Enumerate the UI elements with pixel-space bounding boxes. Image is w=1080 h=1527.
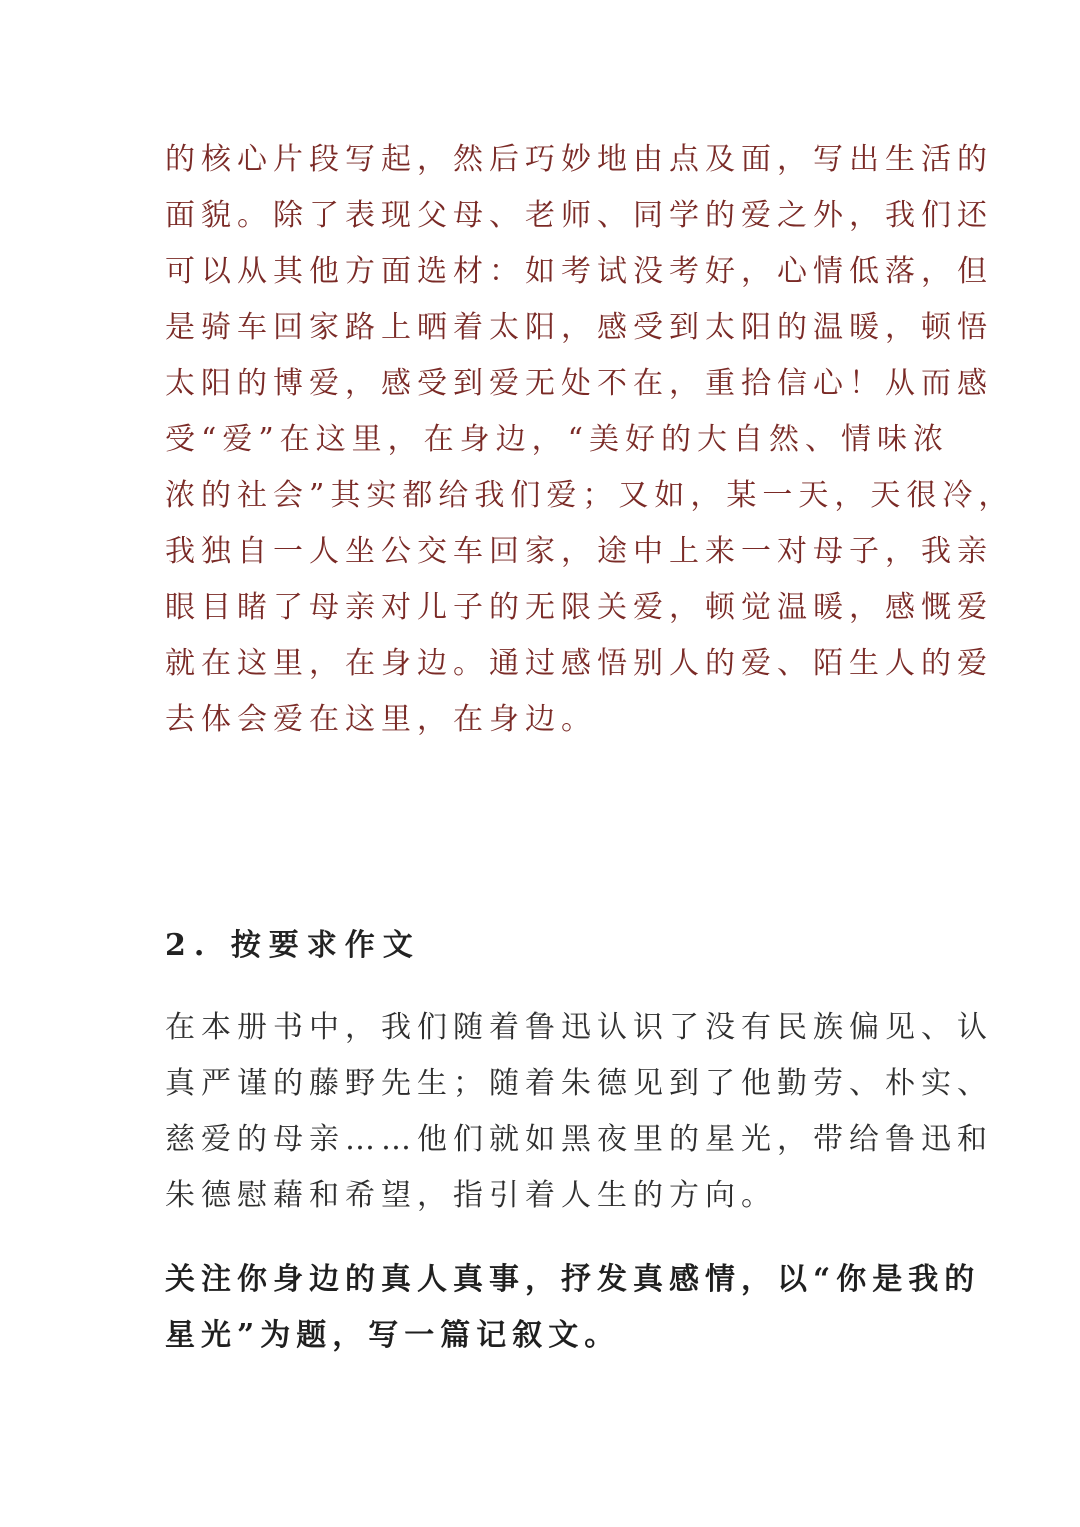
text-line: 真严谨的藤野先生；随着朱德见到了他勤劳、朴实、 (165, 1066, 993, 1101)
text-line: 关注你身边的真人真事，抒发真感情，以“你是我的 (165, 1262, 981, 1297)
text-line: 可以从其他方面选材：如考试没考好，心情低落，但 (165, 254, 993, 289)
text-line: 的核心片段写起，然后巧妙地由点及面，写出生活的 (165, 142, 993, 177)
text-line: 就在这里，在身边。通过感悟别人的爱、陌生人的爱 (165, 646, 993, 681)
text-line: 浓的社会”其实都给我们爱；又如，某一天，天很冷， (165, 478, 1015, 513)
text-line: 星光”为题，写一篇记叙文。 (165, 1318, 621, 1353)
text-line: 在本册书中，我们随着鲁迅认识了没有民族偏见、认 (165, 1010, 993, 1045)
paragraph-prompt-context (165, 1000, 993, 1224)
text-line: 受“爱”在这里，在身边，“美好的大自然、情味浓 (165, 422, 950, 457)
paragraph-writing-task (165, 1252, 981, 1364)
text-line: 慈爱的母亲……他们就如黑夜里的星光，带给鲁迅和 (165, 1122, 993, 1157)
text-line: 我独自一人坐公交车回家，途中上来一对母子，我亲 (165, 534, 993, 569)
section-heading: 2. 按要求作文 (165, 928, 421, 963)
text-line: 太阳的博爱，感受到爱无处不在，重拾信心！从而感 (165, 366, 993, 401)
text-line: 面貌。除了表现父母、老师、同学的爱之外，我们还 (165, 198, 993, 233)
text-line: 朱德慰藉和希望，指引着人生的方向。 (165, 1178, 777, 1213)
section-heading-block (165, 918, 920, 974)
text-line: 是骑车回家路上晒着太阳，感受到太阳的温暖，顿悟 (165, 310, 993, 345)
paragraph-material-selection (165, 132, 1015, 748)
text-line: 眼目睹了母亲对儿子的无限关爱，顿觉温暖，感慨爱 (165, 590, 993, 625)
text-line: 去体会爱在这里，在身边。 (165, 702, 597, 737)
